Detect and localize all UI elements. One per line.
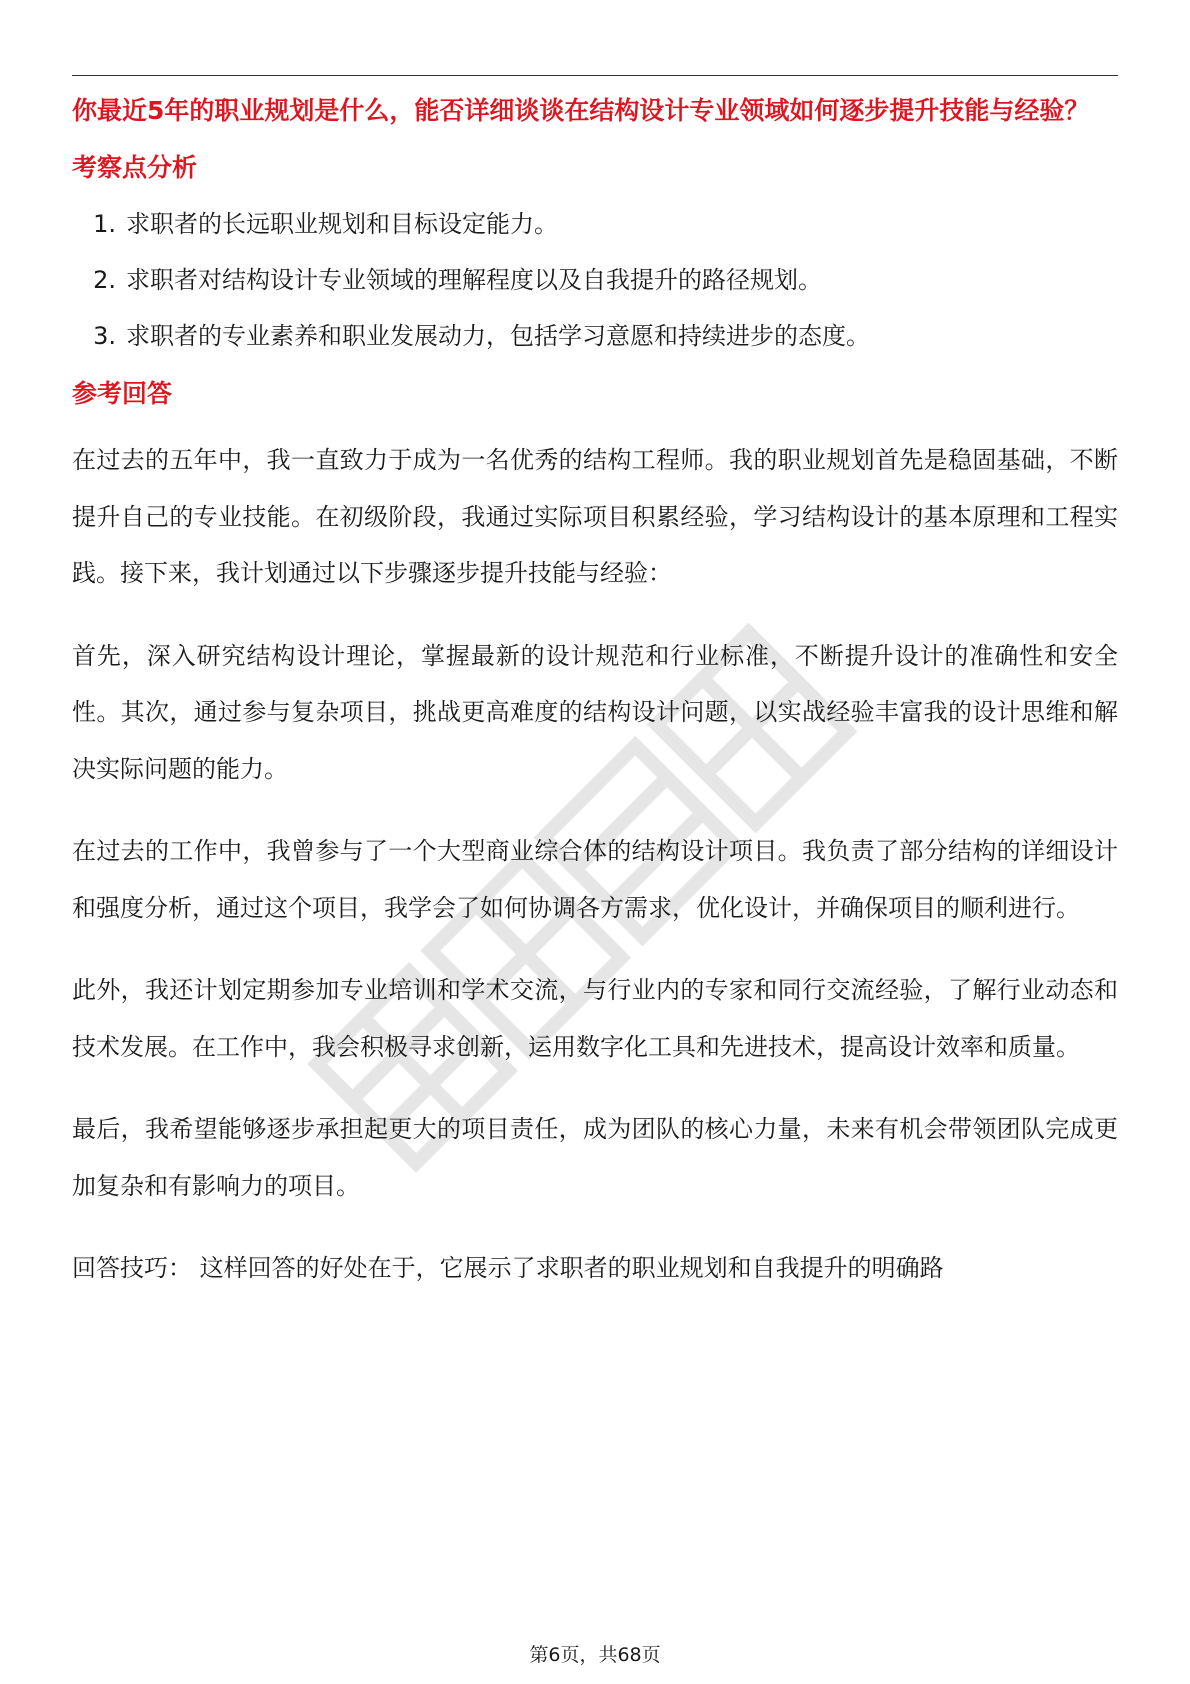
header-rule xyxy=(72,75,1118,76)
list-item xyxy=(72,206,1118,242)
list-number: 2. xyxy=(93,266,116,294)
answer-tip: 回答技巧： 这样回答的好处在于，它展示了求职者的职业规划和自我提升的明确路 xyxy=(72,1254,944,1282)
analysis-title: 考察点分析 xyxy=(72,153,198,182)
page-content xyxy=(72,92,1118,1297)
list-text: 求职者的专业素养和职业发展动力，包括学习意愿和持续进步的态度。 xyxy=(126,322,870,350)
page-footer: 第6页，共68页 xyxy=(529,1644,661,1666)
answer-paragraph: 此外，我还计划定期参加专业培训和学术交流，与行业内的专家和同行交流经验，了解行业动态和技术发展。在工作中，我会积极寻求创新，运用数字化工具和先进技术，提高设计效率和质量。 xyxy=(72,976,1118,1061)
list-text: 求职者对结构设计专业领域的理解程度以及自我提升的路径规划。 xyxy=(126,266,822,294)
list-text: 求职者的长远职业规划和目标设定能力。 xyxy=(126,210,558,238)
answer-paragraph: 最后，我希望能够逐步承担起更大的项目责任，成为团队的核心力量，未来有机会带领团队完成更加复杂和有影响力的项目。 xyxy=(72,1115,1118,1200)
list-number: 1. xyxy=(93,210,116,238)
question-heading: 你最近5年的职业规划是什么，能否详细谈谈在结构设计专业领域如何逐步提升技能与经验？ xyxy=(72,96,1090,125)
answer-paragraph: 首先，深入研究结构设计理论，掌握最新的设计规范和行业标准，不断提升设计的准确性和安全性。其次，通过参与复杂项目，挑战更高难度的结构设计问题，以实战经验丰富我的设计思维和解决实际问题的能力。 xyxy=(72,641,1118,783)
list-item xyxy=(72,262,1118,298)
answer-title: 参考回答 xyxy=(72,379,173,408)
analysis-list xyxy=(72,206,1118,354)
answer-paragraph: 在过去的工作中，我曾参与了一个大型商业综合体的结构设计项目。我负责了部分结构的详细设计和强度分析，通过这个项目，我学会了如何协调各方需求，优化设计，并确保项目的顺利进行。 xyxy=(72,837,1118,922)
list-number: 3. xyxy=(93,322,116,350)
answer-paragraph: 在过去的五年中，我一直致力于成为一名优秀的结构工程师。我的职业规划首先是稳固基础，不断提升自己的专业技能。在初级阶段，我通过实际项目积累经验，学习结构设计的基本原理和工程实践。接下来，我计划通过以下步骤逐步提升技能与经验： xyxy=(72,446,1118,587)
list-item xyxy=(72,318,1118,354)
